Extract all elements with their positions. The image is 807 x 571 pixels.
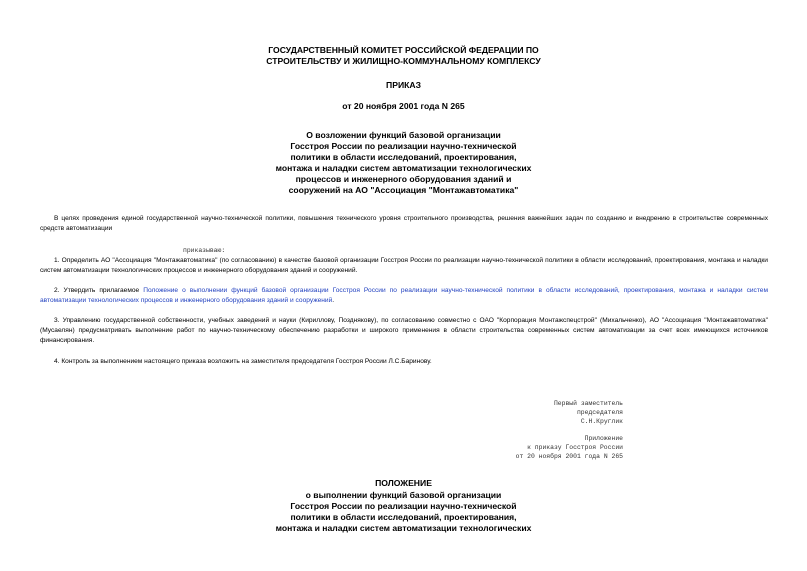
order-item-4: 4. Контроль за выполнением настоящего приказа возложить на заместителя председателя Госстроя России Л.С.Баринову. xyxy=(54,358,432,365)
order-item-1: 1. Определить АО "Ассоциация "Монтажавтоматика" (по согласованию) в качестве базовой организации Госстроя России по реализации научно-технической политики в области исследований, проектирования, монтажа и наладки систем автоматизации технологических процессов и инженерного оборудования зданий и сооружений. xyxy=(40,257,768,275)
subject-line-5: процессов и инженерного оборудования зданий и xyxy=(295,174,512,184)
subject-line-4: монтажа и наладки систем автоматизации технологических xyxy=(275,163,532,173)
subject-line-6: сооружений на АО "Ассоциация "Монтажавтоматика" xyxy=(288,185,519,195)
subject-line-2: Госстроя России по реализации научно-технической xyxy=(290,141,517,151)
appendix-label: Приложение xyxy=(584,435,623,442)
signature-title: Первый заместитель xyxy=(553,400,623,407)
committee-name-line2: СТРОИТЕЛЬСТВУ И ЖИЛИЩНО-КОММУНАЛЬНОМУ КОМПЛЕКСУ xyxy=(266,56,541,66)
document-date: от 20 ноября 2001 года N 265 xyxy=(342,101,465,111)
preamble-paragraph: В целях проведения единой государственной научно-технической политики, повышения технического уровня строительного производства, решения важнейших задач по созданию и внедрению в строительстве современных средств автоматизации xyxy=(40,215,768,233)
signature-position: председателя xyxy=(576,409,623,416)
appendix-order-date: от 20 ноября 2001 года N 265 xyxy=(515,453,623,460)
order-item-2-prefix: 2. Утвердить прилагаемое xyxy=(54,287,144,294)
regulation-line-3: политики в области исследований, проектирования, xyxy=(290,512,517,522)
signature-name: С.Н.Круглик xyxy=(580,418,623,425)
regulation-link[interactable]: Положение о выполнении функций базовой организации Госстроя России по реализации научно-технической политики в области исследований, проектирования, монтажа и наладки систем автоматизации технологических процессов и инженерного оборудования зданий и сооружений xyxy=(40,287,768,305)
document-type: ПРИКАЗ xyxy=(386,80,421,90)
order-item-2-suffix: . xyxy=(332,297,335,305)
regulation-title: ПОЛОЖЕНИЕ xyxy=(375,478,432,488)
regulation-line-1: о выполнении функций базовой организации xyxy=(305,490,502,500)
order-word: приказываю: xyxy=(183,247,226,254)
regulation-line-4: монтажа и наладки систем автоматизации технологических xyxy=(275,523,532,533)
subject-line-3: политики в области исследований, проектирования, xyxy=(290,152,517,162)
appendix-order-ref: к приказу Госстроя России xyxy=(527,444,623,451)
regulation-line-2: Госстроя России по реализации научно-технической xyxy=(290,501,517,511)
subject-line-1: О возложении функций базовой организации xyxy=(306,130,501,140)
committee-name-line1: ГОСУДАРСТВЕННЫЙ КОМИТЕТ РОССИЙСКОЙ ФЕДЕРАЦИИ ПО xyxy=(268,45,539,55)
order-item-2 xyxy=(40,286,768,306)
order-item-3: 3. Управлению государственной собственности, учебных заведений и науки (Кириллову, Позднякову), по согласованию совместно с ОАО "Корпорация Монтажспецстрой" (Михальченко), АО "Ассоциация "Монтажавтоматика" (Мусаелян) предусматривать выполнение работ по научно-техническому обеспечению разработки и широкого применения в области строительства современных систем автоматизации за счет всех имеющихся источников финансирования. xyxy=(40,317,768,345)
